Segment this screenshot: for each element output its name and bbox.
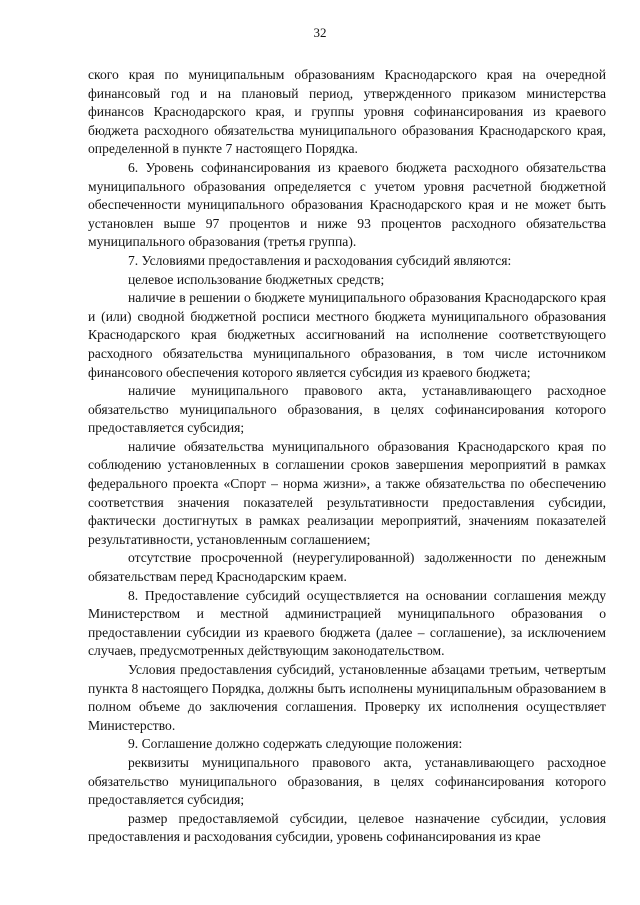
paragraph-agreement-requisites: реквизиты муниципального правового акта, устанавливающего расходное обязательство муниципального образования, в целях софинансирования которого предоставляется субсидия;: [88, 754, 606, 808]
paragraph-condition-targeted-use: целевое использование бюджетных средств;: [128, 271, 385, 287]
paragraph-item-7: 7. Условиями предоставления и расходования субсидий являются:: [128, 252, 512, 268]
page-number: 32: [313, 25, 327, 40]
paragraph-item-6: 6. Уровень софинансирования из краевого бюджета расходного обязательства муниципального образования определяется с учетом уровня расчетной бюджетной обеспеченности муниципального образования Краснодарского края и не может быть установлен выше 97 процентов и ниже 93 процентов расходного обязательства муниципального образования (третья группа).: [88, 159, 606, 250]
paragraph-condition-legal-act: наличие муниципального правового акта, устанавливающего расходное обязательство муниципального образования, в целях софинансирования которого предоставляется субсидия;: [88, 383, 606, 436]
paragraph-continuation: ского края по муниципальным образованиям Краснодарского края на очередной финансовый год и на плановый период, утвержденного приказом министерства финансов Краснодарского края, и группы уровня софинансирования из краевого бюджета расходного обязательства муниципального образования Краснодарского края, определенной в пункте 7 настоящего Порядка.: [88, 67, 606, 157]
paragraph-condition-obligation: наличие обязательства муниципального образования Краснодарского края по соблюдению установленных в соглашении сроков завершения мероприятий в рамках федерального проекта «Спорт – норма жизни», а также обязательства по обеспечению соответствия значения показателей результативности предоставления субсидии, фактически достигнутых в рамках реализации мероприятий, значениям показателей результативности, установленным соглашением;: [88, 438, 606, 547]
paragraph-item-8: 8. Предоставление субсидий осуществляется на основании соглашения между Министерством и местной администрацией муниципального образования о предоставлении субсидии из краевого бюджета (далее – соглашение), за исключением случаев, предусмотренных действующим законодательством.: [88, 587, 606, 659]
paragraph-agreement-amount: размер предоставляемой субсидии, целевое назначение субсидии, условия предоставления и расходования субсидии, уровень софинансирования из крае: [88, 810, 606, 845]
paragraph-item-9: 9. Соглашение должно содержать следующие положения:: [128, 736, 463, 752]
paragraph-item-8-conditions: Условия предоставления субсидий, установленные абзацами третьим, четвертым пункта 8 настоящего Порядка, должны быть исполнены муниципальным образованием в полном объеме до заключения соглашения. Проверку их исполнения осуществляет Министерство.: [88, 662, 606, 733]
document-body: [88, 66, 606, 847]
paragraph-condition-budget: наличие в решении о бюджете муниципального образования Краснодарского края и (или) сводной бюджетной росписи местного бюджета муниципального образования Краснодарского края бюджетных ассигнований на исполнение соответствующего расходного обязательства муниципального образования, в том числе источником финансового обеспечения которого является субсидия из краевого бюджета;: [88, 290, 606, 380]
paragraph-condition-no-debt: отсутствие просроченной (неурегулированной) задолженности по денежным обязательствам перед Краснодарским краем.: [88, 550, 606, 585]
